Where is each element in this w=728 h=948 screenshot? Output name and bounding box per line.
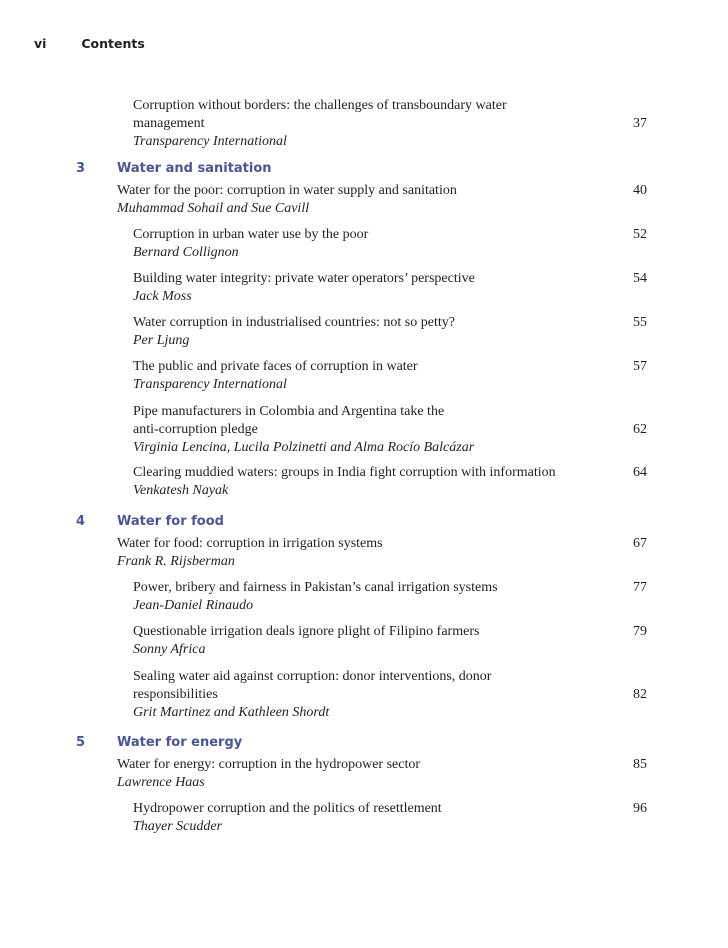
chapter-number: 5 bbox=[76, 735, 86, 750]
entry-author: Frank R. Rijsberman bbox=[117, 554, 235, 569]
entry-author: Thayer Scudder bbox=[133, 819, 223, 834]
entry-title-line: responsibilities bbox=[133, 687, 218, 702]
entry-title-line: Questionable irrigation deals ignore plight of Filipino farmers bbox=[133, 624, 480, 639]
entry-title-line: Water for food: corruption in irrigation systems bbox=[117, 536, 383, 551]
entry-author: Venkatesh Nayak bbox=[133, 483, 229, 498]
toc-entry[interactable] bbox=[0, 464, 728, 500]
entry-author: Per Ljung bbox=[133, 333, 190, 348]
chapter-title: Water for food bbox=[117, 514, 224, 529]
entry-page-number: 96 bbox=[633, 801, 647, 816]
chapter-number: 4 bbox=[76, 514, 86, 529]
entry-page-number: 77 bbox=[633, 580, 647, 595]
entry-title-line: Sealing water aid against corruption: donor interventions, donor bbox=[133, 669, 492, 684]
toc-entry[interactable] bbox=[0, 800, 728, 836]
entry-page-number: 64 bbox=[633, 465, 647, 480]
toc-entry[interactable] bbox=[0, 182, 728, 218]
entry-author: Lawrence Haas bbox=[117, 775, 205, 790]
entry-title-line: Corruption in urban water use by the poor bbox=[133, 227, 369, 242]
running-head-title: Contents bbox=[81, 36, 145, 51]
entry-author: Jack Moss bbox=[133, 289, 192, 304]
entry-title-line: Corruption without borders: the challenges of transboundary water bbox=[133, 98, 507, 113]
toc-entry[interactable] bbox=[0, 579, 728, 615]
toc-entry[interactable] bbox=[0, 668, 728, 722]
toc-entry[interactable] bbox=[0, 314, 728, 350]
entry-author: Muhammad Sohail and Sue Cavill bbox=[117, 201, 310, 216]
entry-page-number: 55 bbox=[633, 315, 647, 330]
entry-author: Virginia Lencina, Lucila Polzinetti and Alma Rocío Balcázar bbox=[133, 440, 475, 455]
entry-title-line: The public and private faces of corruption in water bbox=[133, 359, 418, 374]
toc-entry[interactable] bbox=[0, 270, 728, 306]
entry-page-number: 40 bbox=[633, 183, 647, 198]
toc-entry[interactable] bbox=[0, 358, 728, 394]
entry-page-number: 54 bbox=[633, 271, 647, 286]
entry-page-number: 52 bbox=[633, 227, 647, 242]
page-folio: vi bbox=[34, 36, 47, 51]
entry-title-line: Pipe manufacturers in Colombia and Argentina take the bbox=[133, 404, 445, 419]
entry-author: Sonny Africa bbox=[133, 642, 206, 657]
entry-author: Grit Martinez and Kathleen Shordt bbox=[133, 705, 330, 720]
entry-page-number: 57 bbox=[633, 359, 647, 374]
toc-entry[interactable] bbox=[0, 535, 728, 571]
entry-title-line: Hydropower corruption and the politics of resettlement bbox=[133, 801, 442, 816]
entry-title-line: anti-corruption pledge bbox=[133, 422, 258, 437]
entry-page-number: 37 bbox=[633, 116, 647, 131]
toc-entry[interactable] bbox=[0, 97, 728, 151]
entry-page-number: 85 bbox=[633, 757, 647, 772]
toc-entry[interactable] bbox=[0, 403, 728, 457]
entry-title-line: Power, bribery and fairness in Pakistan’s canal irrigation systems bbox=[133, 580, 498, 595]
entry-title-line: Clearing muddied waters: groups in India fight corruption with information bbox=[133, 465, 556, 480]
entry-author: Jean-Daniel Rinaudo bbox=[133, 598, 254, 613]
entry-title-line: Building water integrity: private water operators’ perspective bbox=[133, 271, 475, 286]
entry-page-number: 79 bbox=[633, 624, 647, 639]
entry-page-number: 62 bbox=[633, 422, 647, 437]
running-head bbox=[34, 36, 145, 51]
toc-entry[interactable] bbox=[0, 623, 728, 659]
entry-title-line: Water corruption in industrialised countries: not so petty? bbox=[133, 315, 455, 330]
chapter-title: Water for energy bbox=[117, 735, 243, 750]
chapter-title: Water and sanitation bbox=[117, 161, 272, 176]
entry-title-line: management bbox=[133, 116, 205, 131]
entry-page-number: 82 bbox=[633, 687, 647, 702]
chapter-number: 3 bbox=[76, 161, 86, 176]
entry-author: Transparency International bbox=[133, 377, 287, 392]
toc-entry[interactable] bbox=[0, 756, 728, 792]
entry-author: Bernard Collignon bbox=[133, 245, 239, 260]
toc-entry[interactable] bbox=[0, 226, 728, 262]
entry-title-line: Water for energy: corruption in the hydropower sector bbox=[117, 757, 421, 772]
entry-page-number: 67 bbox=[633, 536, 647, 551]
entry-author: Transparency International bbox=[133, 134, 287, 149]
entry-title-line: Water for the poor: corruption in water supply and sanitation bbox=[117, 183, 457, 198]
